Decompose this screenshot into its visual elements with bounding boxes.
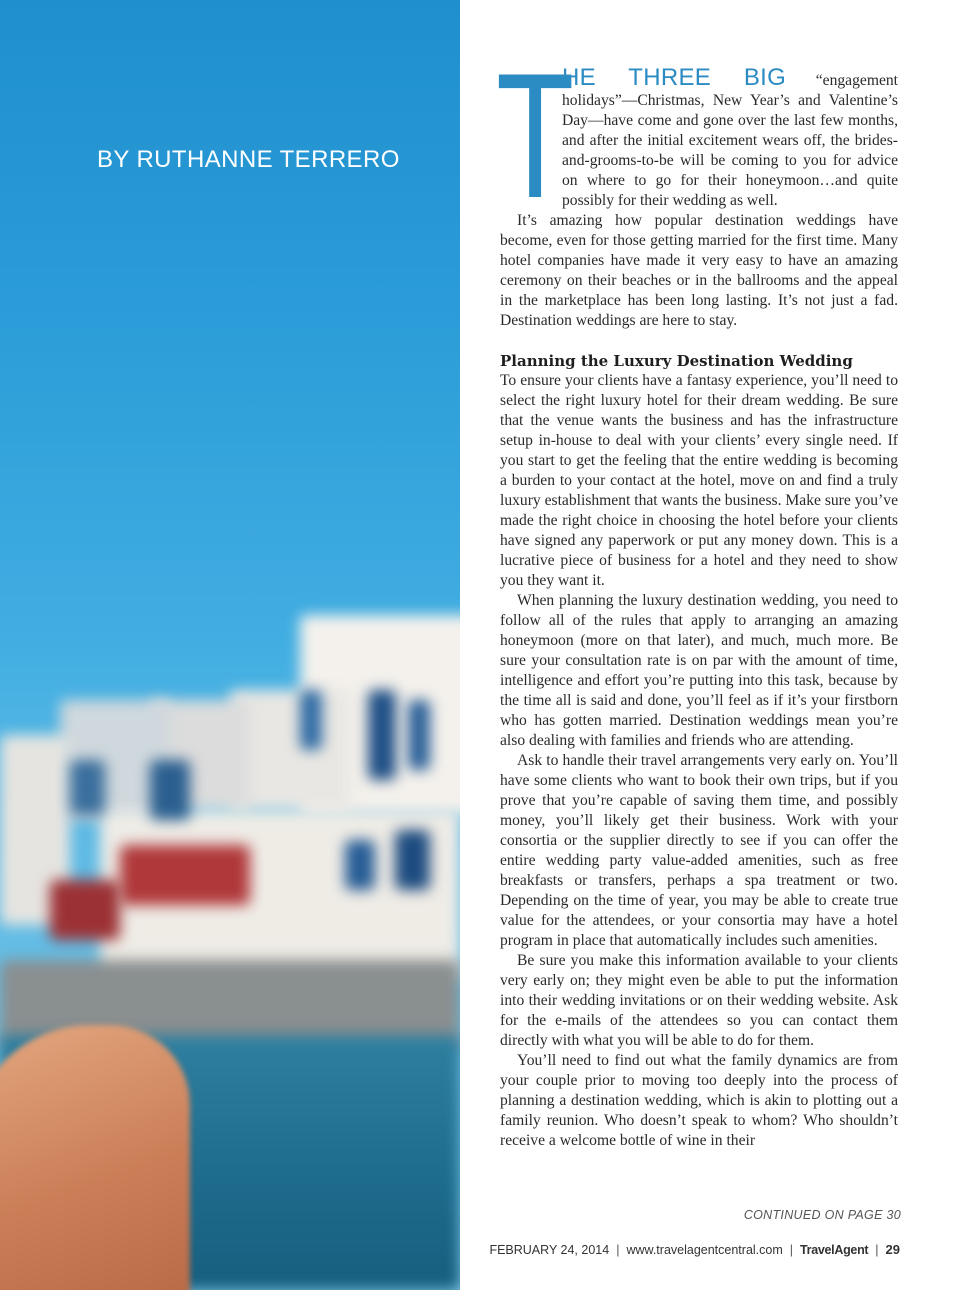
cover-photo	[0, 0, 460, 1290]
footer-divider: |	[616, 1243, 620, 1257]
page-number: 29	[885, 1242, 900, 1257]
page-footer	[489, 1242, 900, 1257]
paragraph-4: When planning the luxury destination wedding, you need to follow all of the rules that apply to arranging an amazing honeymoon (more on that later), and much, much more. Be sure your consultation rate is on par with the amount of time, intelligence and effort you’re putting into this task, because by the time all is said and done, you’ll feel as if it’s your firstborn who has gotten married. Destination weddings mean you’re also dealing with families and friends who are attending.	[500, 592, 898, 749]
continued-note: CONTINUED ON PAGE 30	[743, 1208, 901, 1222]
paragraph-1-text: “engagement holidays”—Christmas, New Year’s and Valentine’s Day—have come and gone over the last few months, and after the initial excitement wears off, the brides-and-grooms-to-be will be coming to you for advice on where to go for their honeymoon…and quite possibly for their wedding as well.	[562, 72, 899, 209]
paragraph-7: You’ll need to find out what the family dynamics are from your couple prior to moving too deeply into the process of planning a destination wedding, which is akin to plotting out a family reunion. Who doesn’t speak to whom? Who shouldn’t receive a welcome bottle of wine in their	[500, 1052, 898, 1149]
paragraph-6: Be sure you make this information available to your clients very early on; they might even be able to put the information into their wedding invitations or on their wedding website. Ask for the e-mails of the attendees so you can contact them directly with what you will be able to do for them.	[500, 952, 898, 1049]
footer-url[interactable]: www.travelagentcentral.com	[626, 1243, 783, 1257]
lead-in-caps: HE THREE BIG	[562, 64, 787, 91]
article-body	[496, 36, 899, 1151]
byline: BY RUTHANNE TERRERO	[97, 146, 400, 173]
section-heading: Planning the Luxury Destination Wedding	[500, 352, 853, 370]
paragraph-2: It’s amazing how popular destination weddings have become, even for those getting married for the first time. Many hotel companies have made it very easy to have an amazing ceremony on their beaches or in the ballrooms and the appeal in the marketplace has been long lasting. It’s not just a fad. Destination weddings are here to stay.	[500, 212, 898, 329]
paragraph-5: Ask to handle their travel arrangements very early on. You’ll have some clients who want to book their own trips, but if you prove that you’re capable of saving them time, and possibly money, you’ll likely get their business. Work with your consortia or the supplier directly to see if you can offer the entire wedding party value-added amenities, such as free breakfasts or transfers, perhaps a spa treatment or two. Depending on the time of year, you may be able to create true value for the attendees, or your consortia may have a hotel program in place that automatically includes such amenities.	[500, 752, 898, 949]
footer-date: FEBRUARY 24, 2014	[489, 1243, 610, 1257]
footer-divider: |	[875, 1243, 879, 1257]
drop-cap: T	[496, 36, 575, 235]
paragraph-3: To ensure your clients have a fantasy experience, you’ll need to select the right luxury hotel for their dream wedding. Be sure that the venue wants the business and has the infrastructure setup in-house to deal with your clients’ every single need. If you start to get the feeling that the entire wedding is becoming a burden to your contact at the hotel, move on and find a truly luxury establishment that wants the business. Make sure you’ve made the right choice in choosing the hotel before your clients have signed any paperwork or put any money down. This is a lucrative piece of business for a hotel and they need to show you they want it.	[500, 372, 898, 589]
footer-divider: |	[789, 1243, 794, 1257]
footer-brand: TravelAgent	[800, 1243, 869, 1257]
